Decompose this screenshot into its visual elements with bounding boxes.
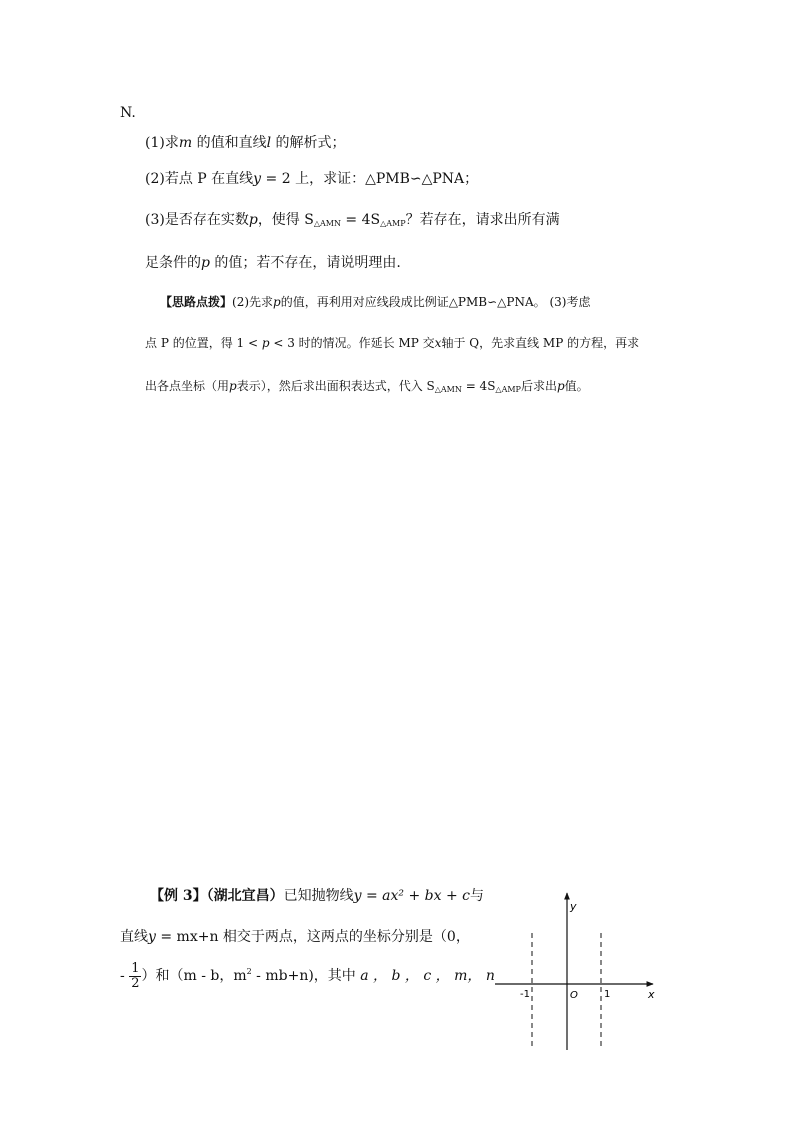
x-axis-label: x xyxy=(648,988,655,1001)
coordinate-graph xyxy=(490,885,670,1055)
example-3-line-2: 直线y = mx+n 相交于两点，这两点的坐标分别是（0， xyxy=(120,929,470,945)
hint-line-3: 出各点坐标（用p表示），然后求出面积表达式，代入 $S_{\triangle AMN} = 4S_{\triangle AMP}$后求出p值。 xyxy=(145,379,589,394)
fraction-one-half: $\frac{1}{2}$ xyxy=(131,961,140,991)
example-source: （湖北宜昌） xyxy=(206,888,284,904)
text-fragment: N. xyxy=(120,105,136,121)
example-3-line-1: 【例 3】（湖北宜昌）已知抛物线y = ax² + bx + c与 xyxy=(150,888,484,904)
tick-label-neg1: -1 xyxy=(520,989,530,1000)
hint-line-2: 点 P 的位置，得 1 < p < 3 时的情况。作延长 MP 交x轴于 Q，先求直线 MP 的方程，再求 xyxy=(145,336,640,350)
example-3-line-3: - $\frac{1}{2}$ ）和（m - b，$m^2 - mb+n$)，其中 a ， b ， c ， m， n xyxy=(120,961,495,991)
question-3: (3)是否存在实数p，使得 $S_{\triangle AMN} = 4S_{\triangle AMP}$？若存在，请求出所有满 xyxy=(145,212,560,228)
parabola-equation: y = ax² + bx + c xyxy=(353,888,470,904)
hint-label: 【思路点拨】 xyxy=(160,295,233,309)
example-label: 【例 3】 xyxy=(150,888,207,904)
hint-line-1: 【思路点拨】(2)先求p的值，再利用对应线段成比例证△PMB∽△PNA。 (3)考虑 xyxy=(160,295,591,309)
origin-label: O xyxy=(570,990,578,1001)
question-1: (1)求m 的值和直线l 的解析式； xyxy=(145,135,346,151)
tick-label-pos1: 1 xyxy=(604,989,611,1000)
y-axis-label: y xyxy=(570,900,577,913)
question-3-continued: 足条件的p 的值；若不存在，请说明理由. xyxy=(145,255,401,271)
question-2: (2)若点 P 在直线y = 2 上，求证：△PMB∽△PNA； xyxy=(145,171,479,187)
